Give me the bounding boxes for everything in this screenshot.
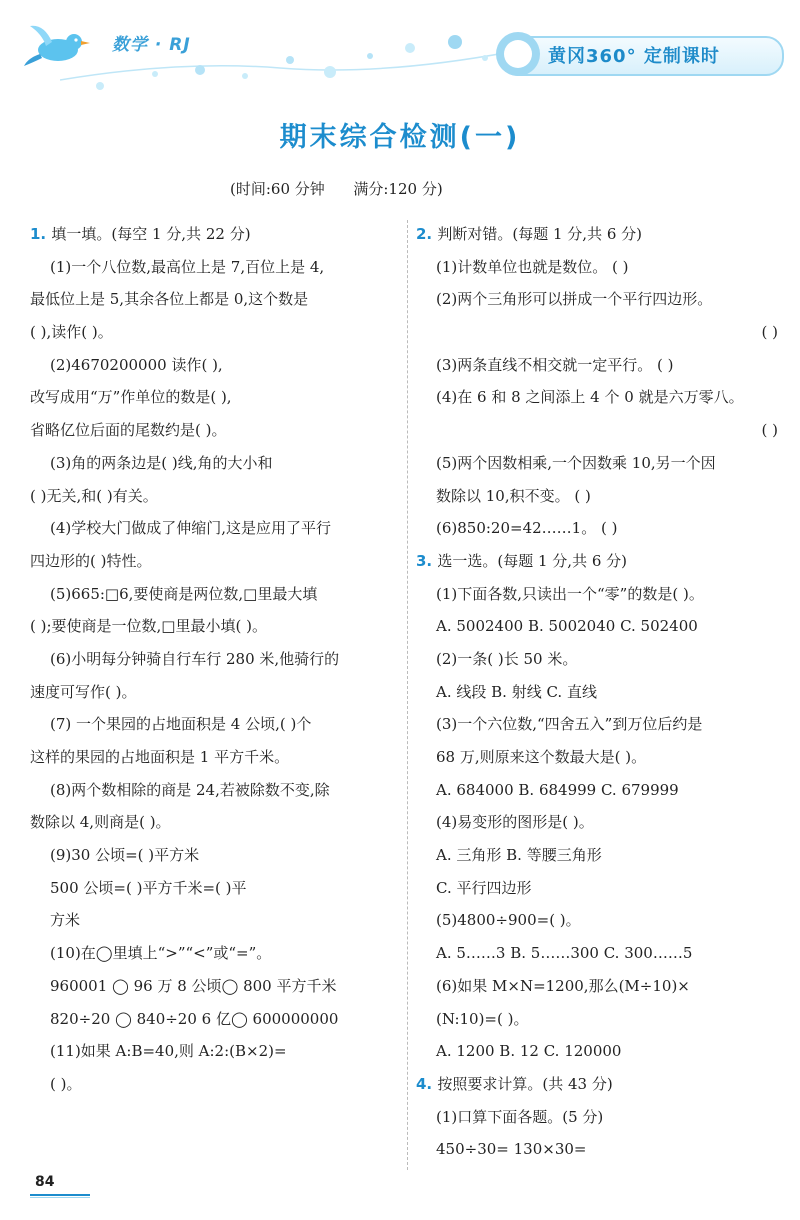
question-line: ( );要使商是一位数,□里最小填( )。 [30,617,267,636]
question-line: (5)两个因数相乘,一个因数乘 10,另一个因 [436,453,716,472]
question-line: (1)计数单位也就是数位。 ( ) [436,257,629,276]
question-line: 四边形的( )特性。 [30,551,152,570]
question-line: ( ) [761,323,778,342]
question-line: (2)4670200000 读作( ), [50,355,223,374]
right-column [416,218,786,1166]
exam-time-info: (时间:60 分钟 满分:120 分) [230,180,443,198]
question-line: (5)665:□6,要使商是两位数,□里最大填 [50,584,318,603]
section-heading [416,1068,786,1101]
section-title: 按照要求计算。(共 43 分) [437,1074,613,1093]
question-line: 方米 [50,911,81,930]
question-line: (5)4800÷900=( )。 [436,911,581,930]
section-number: 1. [30,225,47,243]
section-title: 填一填。(每空 1 分,共 22 分) [51,225,251,243]
section-heading [416,218,786,251]
page-number: 84 [35,1174,55,1190]
question-line: (1)一个八位数,最高位上是 7,百位上是 4, [50,257,325,276]
section-title: 判断对错。(每题 1 分,共 6 分) [437,225,643,243]
question-line: 这样的果园的占地面积是 1 平方千米。 [30,748,290,766]
question-line: (1)口算下面各题。(5 分) [436,1107,604,1126]
page-header [0,0,800,110]
question-line: 960001 ◯ 96 万 8 公顷◯ 800 平方千米 [50,976,337,995]
question-line: 最低位上是 5,其余各位上都是 0,这个数是 [30,290,309,309]
question-line: A. 5……3 B. 5……300 C. 300……5 [436,944,693,963]
section-heading [416,545,786,578]
question-line: 数除以 10,积不变。 ( ) [436,486,591,505]
question-line: ( ) [761,421,778,440]
question-line: 改写成用“万”作单位的数是( ), [30,388,232,407]
question-line: (11)如果 A:B=40,则 A:2:(B×2)= [50,1042,287,1061]
question-line: 68 万,则原来这个数最大是( )。 [436,748,647,766]
question-line: (8)两个数相除的商是 24,若被除数不变,除 [50,780,330,799]
section-heading [30,218,400,251]
question-line: (9)30 公顷=( )平方米 [50,846,200,865]
question-line: 450÷30= 130×30= [436,1140,587,1159]
question-line: (6)如果 M×N=1200,那么(M÷10)× [436,976,690,995]
question-line: (10)在◯里填上“>”“<”或“=”。 [50,944,272,963]
question-line: 500 公顷=( )平方千米=( )平 [50,878,247,897]
question-line: (4)在 6 和 8 之间添上 4 个 0 就是六万零八。 [436,388,744,407]
section-number: 4. [416,1074,433,1093]
question-line: ( )无关,和( )有关。 [30,486,158,505]
brand-ring-inner-decoration [504,40,532,68]
question-line: (4)学校大门做成了伸缩门,这是应用了平行 [50,519,332,538]
question-line: (3)两条直线不相交就一定平行。 ( ) [436,355,674,374]
page-number-underline [30,1194,90,1200]
question-line: (2)一条( )长 50 米。 [436,649,578,668]
question-line: 数除以 4,则商是( )。 [30,813,171,832]
question-line: (N:10)=( )。 [436,1009,529,1028]
question-line: 速度可写作( )。 [30,682,137,701]
brand-text: 黄冈360° 定制课时 [548,46,720,67]
column-divider [407,220,408,1170]
section-number: 2. [416,225,433,243]
question-line: A. 5002400 B. 5002040 C. 502400 [436,617,698,636]
question-line: (6)小明每分钟骑自行车行 280 米,他骑行的 [50,649,340,668]
question-line: (4)易变形的图形是( )。 [436,813,594,832]
question-line: A. 684000 B. 684999 C. 679999 [436,780,679,799]
question-line: C. 平行四边形 [436,878,532,897]
section-title: 选一选。(每题 1 分,共 6 分) [437,551,628,570]
page-title: 期末综合检测(一) [279,122,521,153]
question-line: A. 线段 B. 射线 C. 直线 [436,682,597,701]
question-line: (3)一个六位数,“四舍五入”到万位后约是 [436,715,703,734]
left-column [30,218,400,1101]
question-line: (1)下面各数,只读出一个“零”的数是( )。 [436,584,704,603]
question-line: (3)角的两条边是( )线,角的大小和 [50,453,273,472]
question-line: (6)850:20=42……1。 ( ) [436,519,618,538]
section-number: 3. [416,551,433,570]
question-line: A. 1200 B. 12 C. 120000 [436,1042,622,1061]
question-line: ( ),读作( )。 [30,323,113,342]
question-line: 820÷20 ◯ 840÷20 6 亿◯ 600000000 [50,1009,339,1028]
question-line: (2)两个三角形可以拼成一个平行四边形。 [436,290,713,309]
question-line: 省略亿位后面的尾数约是( )。 [30,421,227,440]
question-line: ( )。 [50,1074,82,1093]
question-line: A. 三角形 B. 等腰三角形 [436,846,602,865]
subject-label: 数学 · RJ [112,35,191,55]
question-line: (7) 一个果园的占地面积是 4 公顷,( )个 [50,715,312,734]
